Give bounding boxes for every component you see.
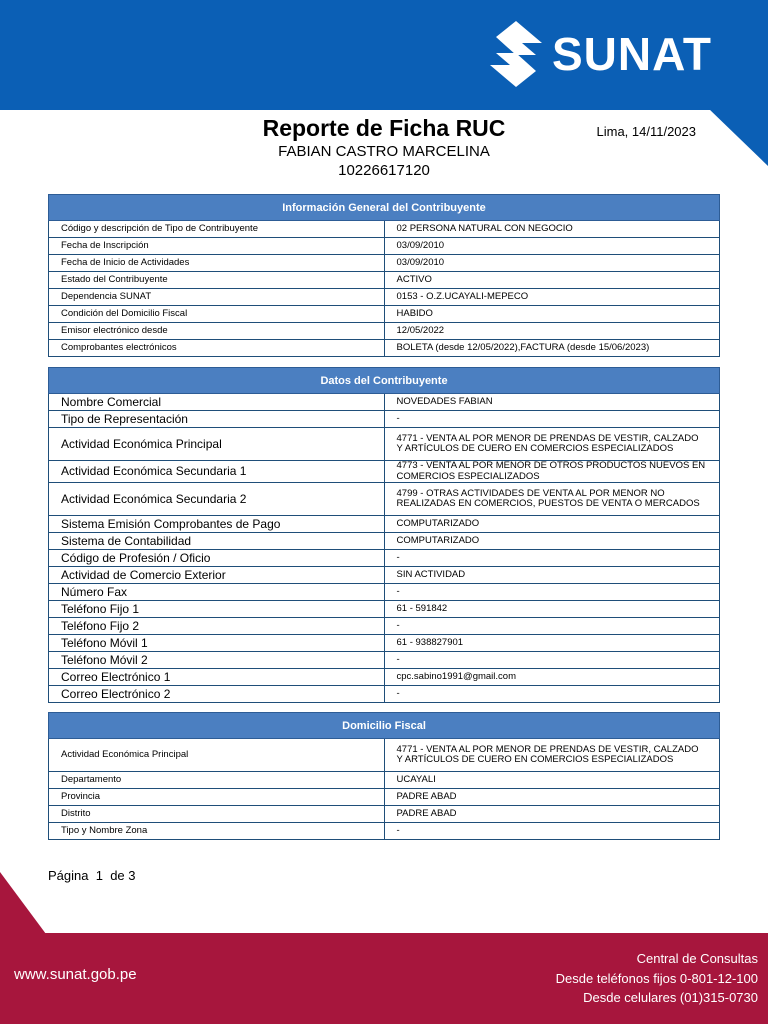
field-value: 4799 - OTRAS ACTIVIDADES DE VENTA AL POR MENOR NO REALIZADAS EN COMERCIOS, PUESTOS DE VENTA O MERCADOS — [384, 483, 720, 516]
field-value: 12/05/2022 — [384, 323, 720, 340]
report-date: Lima, 14/11/2023 — [596, 124, 696, 139]
table-row — [49, 428, 720, 461]
field-value: 03/09/2010 — [384, 238, 720, 255]
table-row — [49, 340, 720, 357]
table-row — [49, 483, 720, 516]
taxpayer-data-heading: Datos del Contribuyente — [49, 368, 720, 394]
website-link[interactable]: www.sunat.gob.pe — [14, 966, 137, 983]
table-row — [49, 289, 720, 306]
table-row — [49, 272, 720, 289]
field-label: Correo Electrónico 1 — [49, 669, 385, 686]
field-label: Número Fax — [49, 584, 385, 601]
field-label: Sistema de Contabilidad — [49, 533, 385, 550]
brand-name: SUNAT — [552, 28, 713, 80]
table-row — [49, 306, 720, 323]
field-value: 4771 - VENTA AL POR MENOR DE PRENDAS DE VESTIR, CALZADO Y ARTÍCULOS DE CUERO EN COMERCIOS ESPECIALIZADOS — [384, 739, 720, 772]
field-label: Tipo y Nombre Zona — [49, 823, 385, 840]
field-value: NOVEDADES FABIAN — [384, 394, 720, 411]
table-row — [49, 394, 720, 411]
field-value: - — [384, 550, 720, 567]
field-label: Provincia — [49, 789, 385, 806]
field-label: Teléfono Móvil 1 — [49, 635, 385, 652]
ruc-number: 10226617120 — [338, 162, 430, 179]
field-label: Actividad Económica Secundaria 2 — [49, 483, 385, 516]
taxpayer-data-table — [48, 367, 720, 703]
table-row — [49, 550, 720, 567]
footer-band — [0, 933, 768, 1024]
field-value: ACTIVO — [384, 272, 720, 289]
table-row — [49, 601, 720, 618]
contact-line-1: Central de Consultas — [636, 951, 758, 966]
field-value: - — [384, 686, 720, 703]
field-label: Correo Electrónico 2 — [49, 686, 385, 703]
table-row — [49, 516, 720, 533]
field-value: COMPUTARIZADO — [384, 533, 720, 550]
sunat-logo-icon — [486, 19, 546, 89]
field-value: 4771 - VENTA AL POR MENOR DE PRENDAS DE VESTIR, CALZADO Y ARTÍCULOS DE CUERO EN COMERCIOS ESPECIALIZADOS — [384, 428, 720, 461]
field-value: PADRE ABAD — [384, 806, 720, 823]
field-label: Actividad Económica Principal — [49, 428, 385, 461]
field-label: Dependencia SUNAT — [49, 289, 385, 306]
page-indicator: Página 1 de 3 — [48, 868, 136, 883]
table-row — [49, 652, 720, 669]
field-value: PADRE ABAD — [384, 789, 720, 806]
field-label: Actividad Económica Principal — [49, 739, 385, 772]
field-value: 02 PERSONA NATURAL CON NEGOCIO — [384, 221, 720, 238]
table-row — [49, 533, 720, 550]
field-label: Condición del Domicilio Fiscal — [49, 306, 385, 323]
table-row — [49, 221, 720, 238]
field-label: Fecha de Inscripción — [49, 238, 385, 255]
general-info-heading: Información General del Contribuyente — [49, 195, 720, 221]
field-label: Estado del Contribuyente — [49, 272, 385, 289]
field-value: COMPUTARIZADO — [384, 516, 720, 533]
field-value: 61 - 591842 — [384, 601, 720, 618]
field-value: BOLETA (desde 12/05/2022),FACTURA (desde 15/06/2023) — [384, 340, 720, 357]
field-label: Departamento — [49, 772, 385, 789]
field-value: - — [384, 411, 720, 428]
field-label: Teléfono Fijo 1 — [49, 601, 385, 618]
field-label: Teléfono Fijo 2 — [49, 618, 385, 635]
field-label: Actividad Económica Secundaria 1 — [49, 461, 385, 483]
field-value: UCAYALI — [384, 772, 720, 789]
field-label: Emisor electrónico desde — [49, 323, 385, 340]
field-value: 0153 - O.Z.UCAYALI-MEPECO — [384, 289, 720, 306]
contact-line-3: Desde celulares (01)315-0730 — [583, 990, 758, 1005]
field-label: Distrito — [49, 806, 385, 823]
field-label: Comprobantes electrónicos — [49, 340, 385, 357]
table-row — [49, 255, 720, 272]
table-row — [49, 739, 720, 772]
table-row — [49, 461, 720, 483]
general-info-table — [48, 194, 720, 357]
table-row — [49, 567, 720, 584]
contact-info — [556, 949, 758, 1008]
field-label: Sistema Emisión Comprobantes de Pago — [49, 516, 385, 533]
field-label: Teléfono Móvil 2 — [49, 652, 385, 669]
table-row — [49, 618, 720, 635]
field-label: Tipo de Representación — [49, 411, 385, 428]
field-label: Actividad de Comercio Exterior — [49, 567, 385, 584]
footer-corner — [0, 872, 46, 934]
table-row — [49, 584, 720, 601]
taxpayer-name: FABIAN CASTRO MARCELINA — [278, 143, 490, 160]
field-value: - — [384, 618, 720, 635]
field-value: 03/09/2010 — [384, 255, 720, 272]
table-row — [49, 323, 720, 340]
contact-line-2: Desde teléfonos fijos 0-801-12-100 — [555, 970, 758, 986]
field-label: Código de Profesión / Oficio — [49, 550, 385, 567]
field-value: - — [384, 823, 720, 840]
field-value: - — [384, 652, 720, 669]
field-value: 4773 - VENTA AL POR MENOR DE OTROS PRODUCTOS NUEVOS EN COMERCIOS ESPECIALIZADOS — [384, 461, 720, 483]
table-row — [49, 238, 720, 255]
table-row — [49, 789, 720, 806]
table-row — [49, 686, 720, 703]
field-value: HABIDO — [384, 306, 720, 323]
field-value: cpc.sabino1991@gmail.com — [384, 669, 720, 686]
table-row — [49, 823, 720, 840]
field-value: 61 - 938827901 — [384, 635, 720, 652]
table-row — [49, 411, 720, 428]
sunat-logo — [486, 18, 712, 90]
field-label: Nombre Comercial — [49, 394, 385, 411]
table-row — [49, 635, 720, 652]
field-label: Fecha de Inicio de Actividades — [49, 255, 385, 272]
table-row — [49, 772, 720, 789]
table-row — [49, 669, 720, 686]
fiscal-address-table — [48, 712, 720, 840]
field-label: Código y descripción de Tipo de Contribuyente — [49, 221, 385, 238]
field-value: SIN ACTIVIDAD — [384, 567, 720, 584]
table-row — [49, 806, 720, 823]
field-value: - — [384, 584, 720, 601]
report-title: Reporte de Ficha RUC — [262, 115, 506, 141]
fiscal-address-heading: Domicilio Fiscal — [49, 713, 720, 739]
